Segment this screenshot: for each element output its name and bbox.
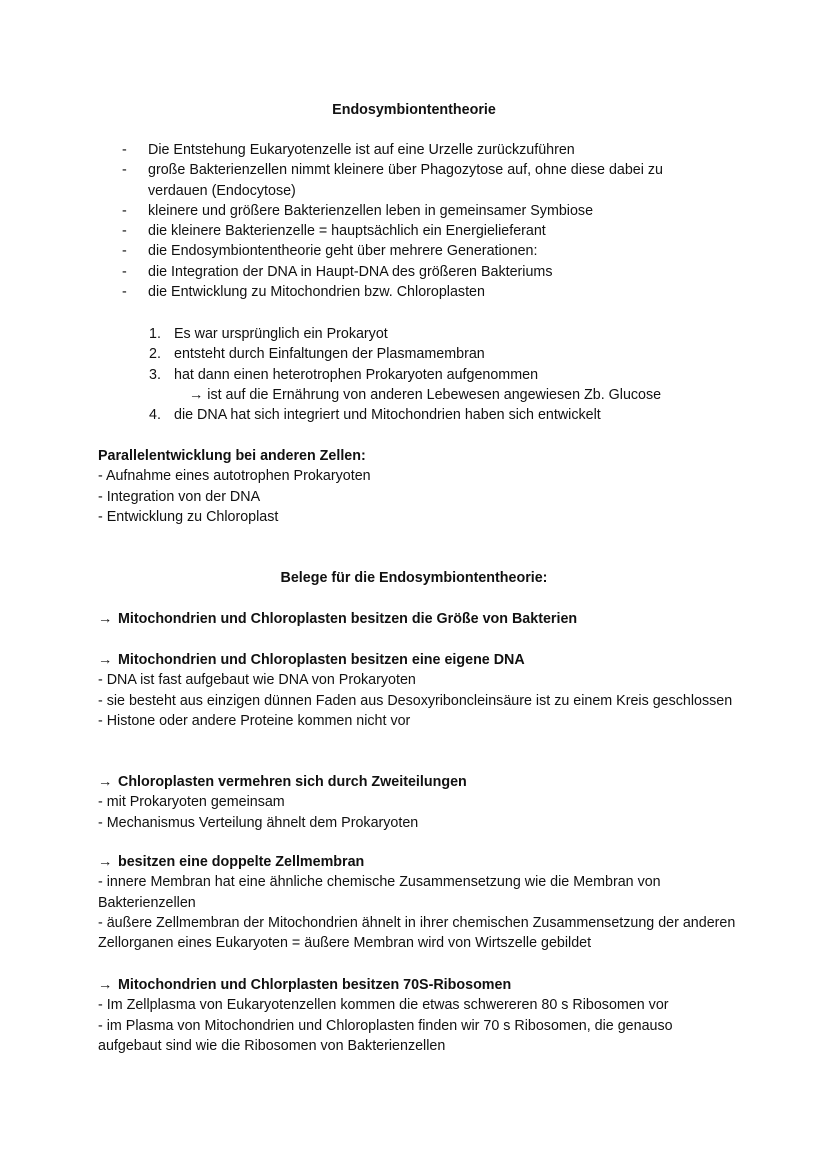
arrow-right-icon: → [98, 611, 113, 627]
list-item: - Integration von der DNA [98, 488, 261, 505]
arrow-right-icon: → [98, 652, 113, 668]
arrow-right-icon: → [98, 854, 113, 870]
evidence-heading: Belege für die Endosymbiontentheorie: [280, 570, 548, 586]
step-item: 3. hat dann einen heterotrophen Prokaryoten aufgenommen [149, 366, 539, 383]
evidence-group [98, 609, 738, 629]
group-line: - äußere Zellmembran der Mitochondrien ähnelt in ihrer chemischen Zusammensetzung der anderen Zellorganen eines Eukaryoten = äußere Membran wird von Wirtszelle gebildet [98, 914, 736, 952]
list-item: - große Bakterienzellen nimmt kleinere über Phagozytose auf, ohne diese dabei zu verdauen (Endocytose) [122, 162, 663, 199]
group-line: - Im Zellplasma von Eukaryotenzellen kommen die etwas schwereren 80 s Ribosomen vor [98, 997, 669, 1014]
step-item: 4. die DNA hat sich integriert und Mitochondrien haben sich entwickelt [149, 407, 601, 424]
list-item: - die Integration der DNA in Haupt-DNA des größeren Bakteriums [122, 263, 553, 280]
page-title: Endosymbiontentheorie [332, 102, 496, 118]
group-line: - mit Prokaryoten gemeinsam [98, 794, 285, 811]
list-item: - Entwicklung zu Chloroplast [98, 508, 279, 525]
section-heading: Parallelentwicklung bei anderen Zellen: [98, 448, 366, 464]
group-line: - sie besteht aus einzigen dünnen Faden aus Desoxyriboncleinsäure ist zu einem Kreis geschlossen [98, 692, 733, 709]
group-heading: → Chloroplasten vermehren sich durch Zweiteilungen [98, 772, 738, 792]
arrow-right-icon: → [98, 774, 113, 790]
parallel-section [98, 446, 738, 527]
evidence-group [98, 975, 738, 1056]
list-item: - Aufnahme eines autotrophen Prokaryoten [98, 468, 371, 485]
list-item: - kleinere und größere Bakterienzellen leben in gemeinsamer Symbiose [122, 202, 594, 219]
group-heading: → Mitochondrien und Chlorplasten besitzen 70S-Ribosomen [98, 975, 738, 995]
list-item: - die kleinere Bakterienzelle = hauptsächlich ein Energielieferant [122, 223, 546, 240]
list-item: - die Entwicklung zu Mitochondrien bzw. Chloroplasten [122, 284, 485, 301]
group-line: - Mechanismus Verteilung ähnelt dem Prokaryoten [98, 814, 419, 831]
step-item: 2. entsteht durch Einfaltungen der Plasmamembran [149, 346, 485, 363]
list-item: - die Endosymbiontentheorie geht über mehrere Generationen: [122, 243, 538, 260]
group-heading: → besitzen eine doppelte Zellmembran [98, 852, 738, 872]
group-heading: → Mitochondrien und Chloroplasten besitzen die Größe von Bakterien [98, 609, 738, 629]
group-line: - DNA ist fast aufgebaut wie DNA von Prokaryoten [98, 672, 416, 689]
intro-list [120, 140, 720, 302]
evidence-group [98, 772, 738, 833]
step-subitem: → ist auf die Ernährung von anderen Lebewesen angewiesen Zb. Glucose [189, 386, 662, 403]
group-line: - Histone oder andere Proteine kommen nicht vor [98, 712, 411, 729]
evidence-group [98, 650, 738, 731]
arrow-right-icon: → [98, 977, 113, 993]
list-item: - Die Entstehung Eukaryotenzelle ist auf eine Urzelle zurückzuführen [122, 142, 575, 158]
step-item: 1. Es war ursprünglich ein Prokaryot [149, 326, 388, 342]
group-line: - innere Membran hat eine ähnliche chemische Zusammensetzung wie die Membran von Bakterienzellen [98, 874, 661, 911]
steps-list [146, 324, 746, 425]
group-heading: → Mitochondrien und Chloroplasten besitzen eine eigene DNA [98, 650, 738, 670]
evidence-group [98, 852, 738, 953]
group-line: - im Plasma von Mitochondrien und Chloroplasten finden wir 70 s Ribosomen, die genauso aufgebaut sind wie die Ribosomen von Bakterienzellen [98, 1017, 673, 1054]
